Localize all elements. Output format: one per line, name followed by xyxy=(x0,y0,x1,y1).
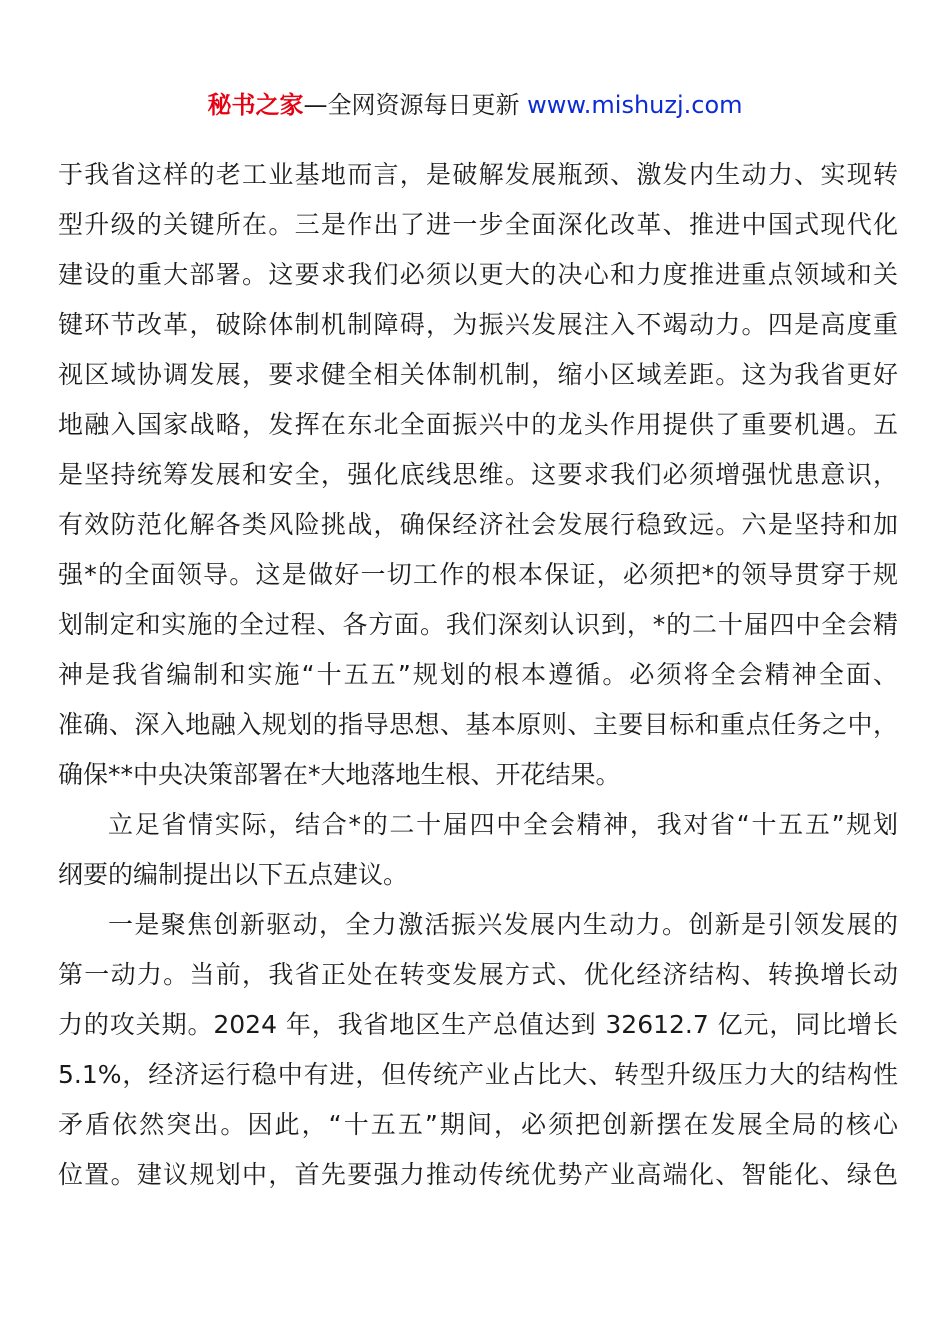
text-line: 5.1%，经济运行稳中有进，但传统产业占比大、转型升级压力大的结构性 xyxy=(58,1060,898,1089)
text-line: 型升级的关键所在。三是作出了进一步全面深化改革、推进中国式现代化 xyxy=(58,210,898,239)
header-url-link[interactable]: www.mishuzj.com xyxy=(527,91,743,119)
document-body xyxy=(58,150,898,1200)
text-line: 一是聚焦创新驱动，全力激活振兴发展内生动力。创新是引领发展的 xyxy=(108,910,898,939)
text-line: 确保**中央决策部署在*大地落地生根、开花结果。 xyxy=(58,760,621,789)
text-line: 是坚持统筹发展和安全，强化底线思维。这要求我们必须增强忧患意识， xyxy=(58,460,898,489)
text-line: 键环节改革，破除体制机制障碍，为振兴发展注入不竭动力。四是高度重 xyxy=(58,310,898,339)
text-line: 划制定和实施的全过程、各方面。我们深刻认识到，*的二十届四中全会精 xyxy=(58,610,898,639)
text-line: 建设的重大部署。这要求我们必须以更大的决心和力度推进重点领域和关 xyxy=(58,260,898,289)
text-line: 于我省这样的老工业基地而言，是破解发展瓶颈、激发内生动力、实现转 xyxy=(58,160,898,189)
text-line: 有效防范化解各类风险挑战，确保经济社会发展行稳致远。六是坚持和加 xyxy=(58,510,898,539)
text-line: 位置。建议规划中，首先要强力推动传统优势产业高端化、智能化、绿色 xyxy=(58,1160,898,1189)
text-line: 神是我省编制和实施“十五五”规划的根本遵循。必须将全会精神全面、 xyxy=(58,660,898,689)
text-line: 立足省情实际，结合*的二十届四中全会精神，我对省“十五五”规划 xyxy=(108,810,898,839)
text-line: 矛盾依然突出。因此，“十五五”期间，必须把创新摆在发展全局的核心 xyxy=(58,1110,898,1139)
text-line: 纲要的编制提出以下五点建议。 xyxy=(58,860,409,889)
text-line: 力的攻关期。2024 年，我省地区生产总值达到 32612.7 亿元，同比增长 xyxy=(58,1010,898,1039)
text-line: 地融入国家战略，发挥在东北全面振兴中的龙头作用提供了重要机遇。五 xyxy=(58,410,898,439)
text-line: 第一动力。当前，我省正处在转变发展方式、优化经济结构、转换增长动 xyxy=(58,960,898,989)
text-line: 视区域协调发展，要求健全相关体制机制，缩小区域差距。这为我省更好 xyxy=(58,360,898,389)
header-tagline: —全网资源每日更新 xyxy=(303,91,528,119)
text-line: 强*的全面领导。这是做好一切工作的根本保证，必须把*的领导贯穿于规 xyxy=(58,560,898,589)
header-brand: 秘书之家 xyxy=(207,91,304,119)
page-header xyxy=(0,88,950,122)
text-line: 准确、深入地融入规划的指导思想、基本原则、主要目标和重点任务之中， xyxy=(58,710,898,739)
